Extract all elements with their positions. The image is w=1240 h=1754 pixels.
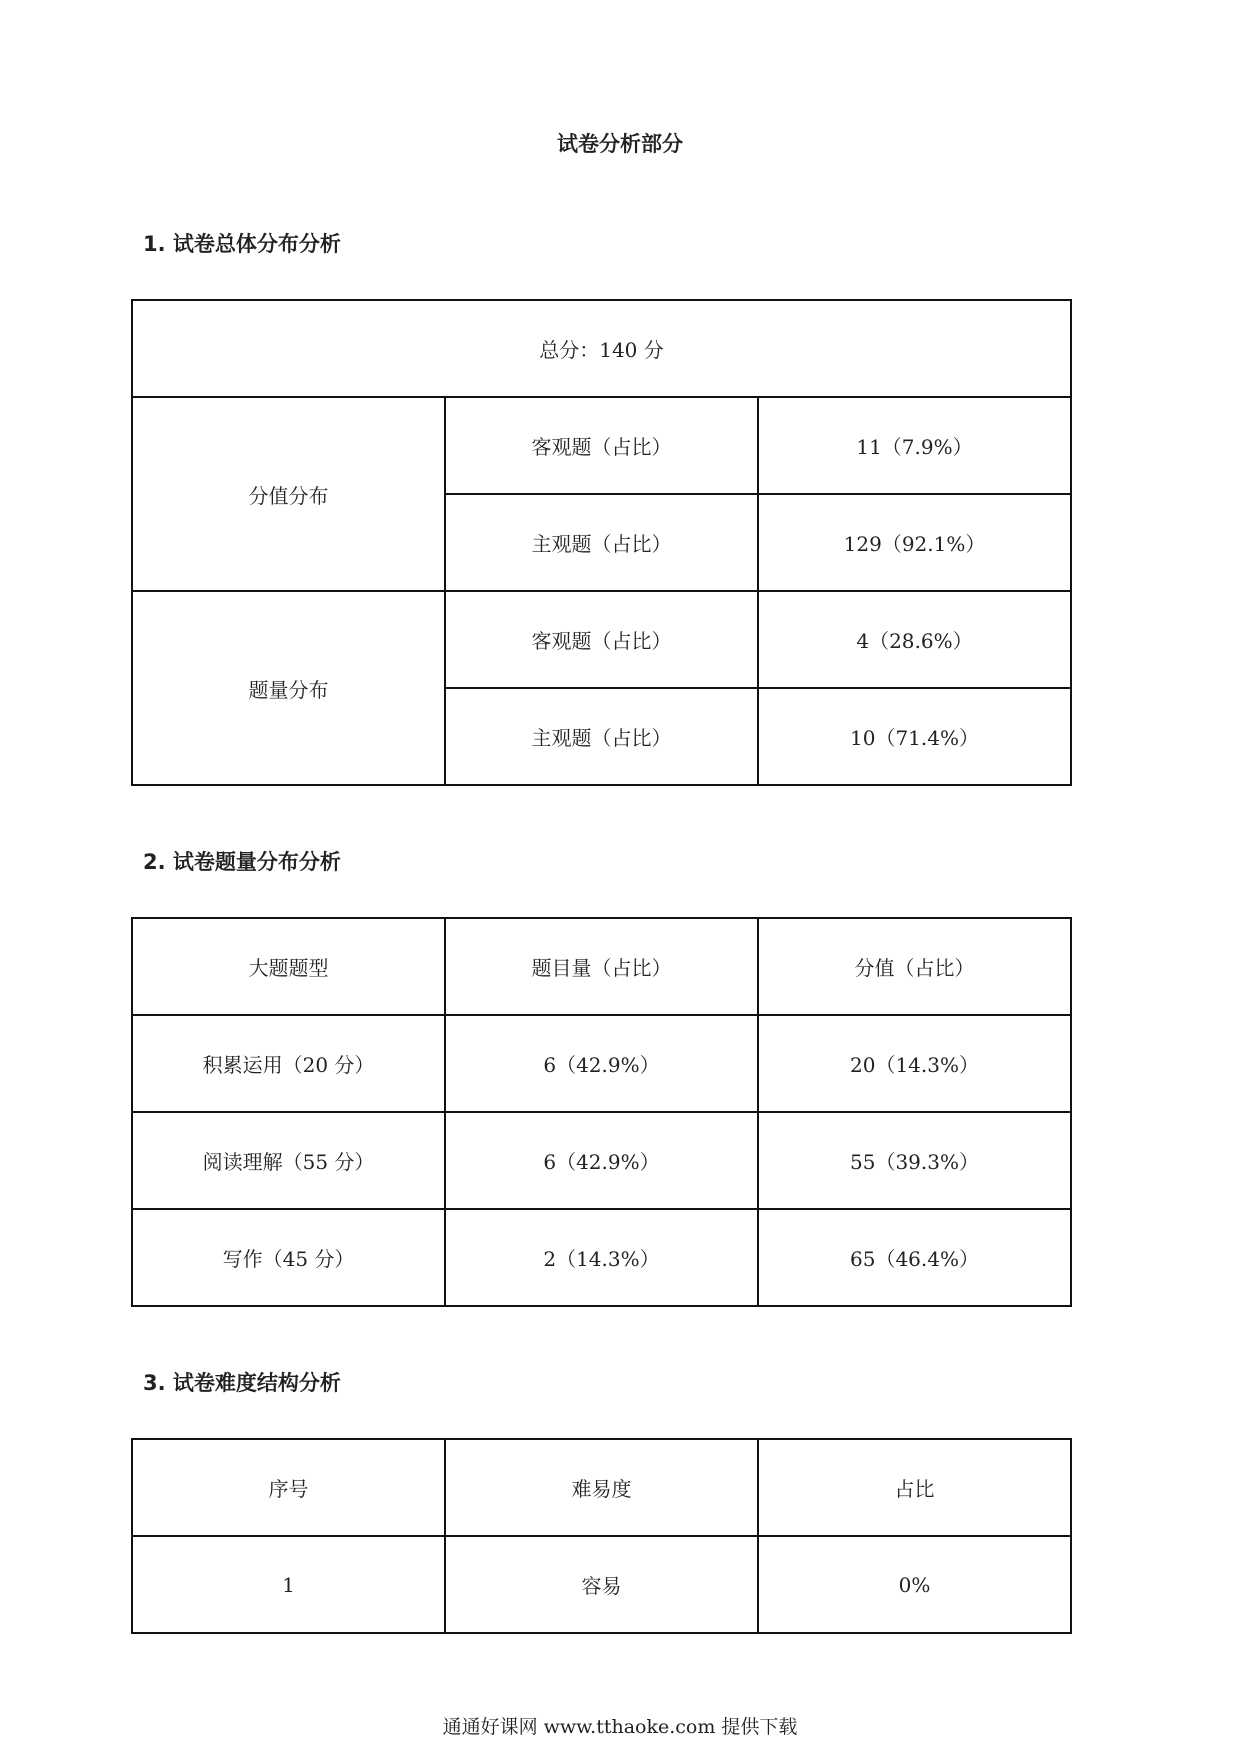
table-cell: 积累运用（20 分） <box>132 1015 445 1112</box>
page-footer: 通通好课网 www.tthaoke.com 提供下载 <box>442 1716 798 1738</box>
table-cell: 55（39.3%） <box>758 1112 1071 1209</box>
column-header: 大题题型 <box>132 918 445 1015</box>
table-row <box>132 1015 1071 1112</box>
count-distribution-label: 题量分布 <box>132 591 445 785</box>
table-row <box>132 397 1071 494</box>
table-cell: 65（46.4%） <box>758 1209 1071 1306</box>
table-cell: 客观题（占比） <box>445 397 758 494</box>
section-heading-question-count: 2. 试卷题量分布分析 <box>143 850 341 874</box>
table-cell: 129（92.1%） <box>758 494 1071 591</box>
difficulty-structure-table <box>131 1438 1072 1634</box>
table-cell: 阅读理解（55 分） <box>132 1112 445 1209</box>
question-distribution-table <box>131 917 1072 1307</box>
column-header: 分值（占比） <box>758 918 1071 1015</box>
table-cell: 11（7.9%） <box>758 397 1071 494</box>
table-cell: 0% <box>758 1536 1071 1633</box>
table-row <box>132 300 1071 397</box>
table-row <box>132 1112 1071 1209</box>
column-header: 占比 <box>758 1439 1071 1536</box>
score-distribution-label: 分值分布 <box>132 397 445 591</box>
table-cell: 20（14.3%） <box>758 1015 1071 1112</box>
section-heading-overall: 1. 试卷总体分布分析 <box>143 232 341 256</box>
section-heading-difficulty: 3. 试卷难度结构分析 <box>143 1371 341 1395</box>
table-cell: 10（71.4%） <box>758 688 1071 785</box>
table-row <box>132 1209 1071 1306</box>
table-cell: 容易 <box>445 1536 758 1633</box>
column-header: 难易度 <box>445 1439 758 1536</box>
table-cell: 主观题（占比） <box>445 688 758 785</box>
table-cell: 4（28.6%） <box>758 591 1071 688</box>
table-header-row <box>132 918 1071 1015</box>
table-cell: 客观题（占比） <box>445 591 758 688</box>
table-row <box>132 591 1071 688</box>
table-cell: 6（42.9%） <box>445 1015 758 1112</box>
table-row <box>132 1536 1071 1633</box>
table-cell: 6（42.9%） <box>445 1112 758 1209</box>
table-header-row <box>132 1439 1071 1536</box>
table-cell: 写作（45 分） <box>132 1209 445 1306</box>
page-title: 试卷分析部分 <box>557 132 683 156</box>
table-cell: 2（14.3%） <box>445 1209 758 1306</box>
column-header: 题目量（占比） <box>445 918 758 1015</box>
total-score-cell: 总分：140 分 <box>132 300 1071 397</box>
overall-distribution-table <box>131 299 1072 786</box>
table-cell: 主观题（占比） <box>445 494 758 591</box>
column-header: 序号 <box>132 1439 445 1536</box>
table-cell: 1 <box>132 1536 445 1633</box>
